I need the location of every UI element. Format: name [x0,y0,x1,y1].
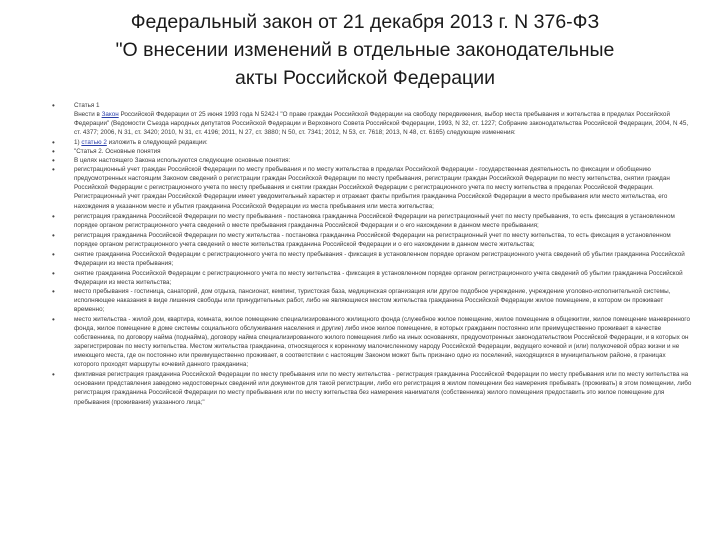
definition-registration-accounting: регистрационный учет граждан Российской Федерации по месту пребывания и по месту жительства в пределах Российской Федерации - государственная деятельность по фиксации и обобщению предусмотренных настоящим Законом сведений о регистрации граждан Российской Федерации по месту пребывания, регистрации граждан Российской Федерации по месту жительства, снятии граждан Российской Федерации с регистрационного учета по месту пребывания и снятии граждан Российской Федерации с регистрационного учета по месту жительства в пределах Российской Федерации. Регистрационный учет граждан Российской Федерации имеет уведомительный характер и отражает факты прибытия гражданина Российской Федерации в место пребывания или место жительства, его нахождения в указанном месте и убытия гражданина Российской Федерации из места пребывания или места жительства; [74,166,670,210]
paragraph-item [52,156,692,165]
bullet-icon: • [52,286,55,296]
paragraph-item [52,250,692,268]
bullet-icon: • [52,230,55,240]
definition-place-of-stay: место пребывания - гостиница, санаторий, дом отдыха, пансионат, кемпинг, туристская база, медицинская организация или другое подобное учреждение, учреждение уголовно-исполнительной системы, исполняющее наказания в виде лишения свободы или принудительных работ, либо не являющиеся местом жительства гражданина Российской Федерации жилое помещение, в котором он проживает временно; [74,287,671,314]
definition-registration-stay: регистрация гражданина Российской Федерации по месту пребывания - постановка гражданина Российской Федерации на регистрационный учет по месту пребывания, то есть фиксация в установленном порядке органом регистрационного учета сведений о месте пребывания гражданина Российской Федерации и о его нахождении в данном месте пребывания; [74,212,675,229]
paragraph-item [52,231,692,249]
paragraph-item [52,370,692,406]
bullet-icon: • [52,249,55,259]
bullet-icon: • [52,268,55,278]
bullet-icon: • [52,156,55,166]
paragraph-item [52,269,692,287]
paragraph-item [52,287,692,314]
law-link[interactable]: Закон [101,111,119,119]
text-fragment: Российской Федерации от 25 июня 1993 года N 5242-I "О праве граждан Российской Федерации на свободу передвижения, выбор места пребывания и жительства в пределах Российской Федерации" (Ведомости Съезда народных депутатов Российской Федерации и Верховного Совета Российской Федерации, 1993, N 32, ст. 1227; Собрание законодательства Российской Федерации, 2004, N 45, ст. 4377; 2006, N 31, ст. 3420; 2010, N 31, ст. 4196; 2011, N 27, ст. 3880; N 50, ст. 7341; 2012, N 53, ст. 7618; 2013, N 48, ст. 6165) следующие изменения: [74,111,689,137]
bullet-icon: • [52,211,55,221]
text-fragment: Внести в [74,111,102,119]
title-line-3: акты Российской Федерации [234,67,495,89]
bullet-icon: • [52,147,55,157]
bullet-icon: • [52,370,55,380]
bullet-icon: • [52,101,55,110]
article-2-heading: "Статья 2. Основные понятия [74,148,161,156]
article-2-link[interactable]: статью 2 [81,139,107,147]
definition-deregistration-residence: снятие гражданина Российской Федерации с регистрационного учета по месту жительства - фиксация в установленном порядке органом регистрационного учета сведений об убытии гражданина Российской Федерации из места жительства; [74,269,683,286]
paragraph-item [52,165,692,210]
paragraph-article [52,101,692,137]
paragraph-item [52,147,692,156]
bullet-icon: • [52,138,55,148]
definition-registration-residence: регистрация гражданина Российской Федерации по месту жительства - постановка гражданина Российской Федерации на регистрационный учет по месту жительства, то есть фиксация в установленном порядке органом регистрационного учета сведений о месте жительства гражданина Российской Федерации и о его нахождении в данном месте жительства; [74,231,671,248]
title-line-2: "О внесении изменений в отдельные законодательные [115,39,615,61]
definition-deregistration-stay: снятие гражданина Российской Федерации с регистрационного учета по месту пребывания - фиксация в установленном порядке органом регистрационного учета сведений об убытии гражданина Российской Федерации из места пребывания; [74,250,685,267]
paragraph-item [52,315,692,369]
article-heading: Статья 1 [74,102,100,109]
paragraph-item [52,138,692,147]
title-line-1: Федеральный закон от 21 декабря 2013 г. N 376-ФЗ [130,11,600,33]
bullet-icon: • [52,315,55,325]
article-intro [74,110,692,137]
bullet-icon: • [52,165,55,175]
text-fragment: 1) [74,139,82,147]
definition-fictitious-registration: фиктивная регистрация гражданина Российской Федерации по месту пребывания или по месту жительства - регистрация гражданина Российской Федерации по месту пребывания или по месту жительства на основании представления заведомо недостоверных сведений или документов для такой регистрации, либо его регистрация в жилом помещении без намерения пребывать (проживать) в этом помещении, либо регистрация гражданина Российской Федерации по месту пребывания или по месту жительства без намерения нанимателя (собственника) жилого помещения предоставить это жилое помещение для пребывания (проживания) указанного лица;" [74,371,692,406]
text-fragment: изложить в следующей редакции: [106,139,208,147]
law-text [52,101,692,407]
page-title [40,8,690,92]
amendment-1 [74,138,692,147]
paragraph-item [52,212,692,230]
definitions-intro: В целях настоящего Закона используются следующие основные понятия: [74,157,291,165]
definition-place-of-residence: место жительства - жилой дом, квартира, комната, жилое помещение специализированного жилищного фонда (служебное жилое помещение, жилое помещение в общежитии, жилое помещение маневренного фонда, жилое помещение в доме системы социального обслуживания населения и другие) либо иное жилое помещение, в которых гражданин постоянно или преимущественно проживает в качестве собственника, по договору найма (поднайма), договору найма специализированного жилого помещения либо на иных основаниях, предусмотренных законодательством Российской Федерации, и в которых он зарегистрирован по месту жительства. Местом жительства гражданина, относящегося к коренному малочисленному народу Российской Федерации, ведущего кочевой и (или) полукочевой образ жизни и не имеющего места, где он постоянно или преимущественно проживает, в соответствии с настоящим Законом может быть признано одно из поселений, находящихся в муниципальном районе, в границах которого проходят маршруты кочевий данного гражданина; [74,316,690,369]
